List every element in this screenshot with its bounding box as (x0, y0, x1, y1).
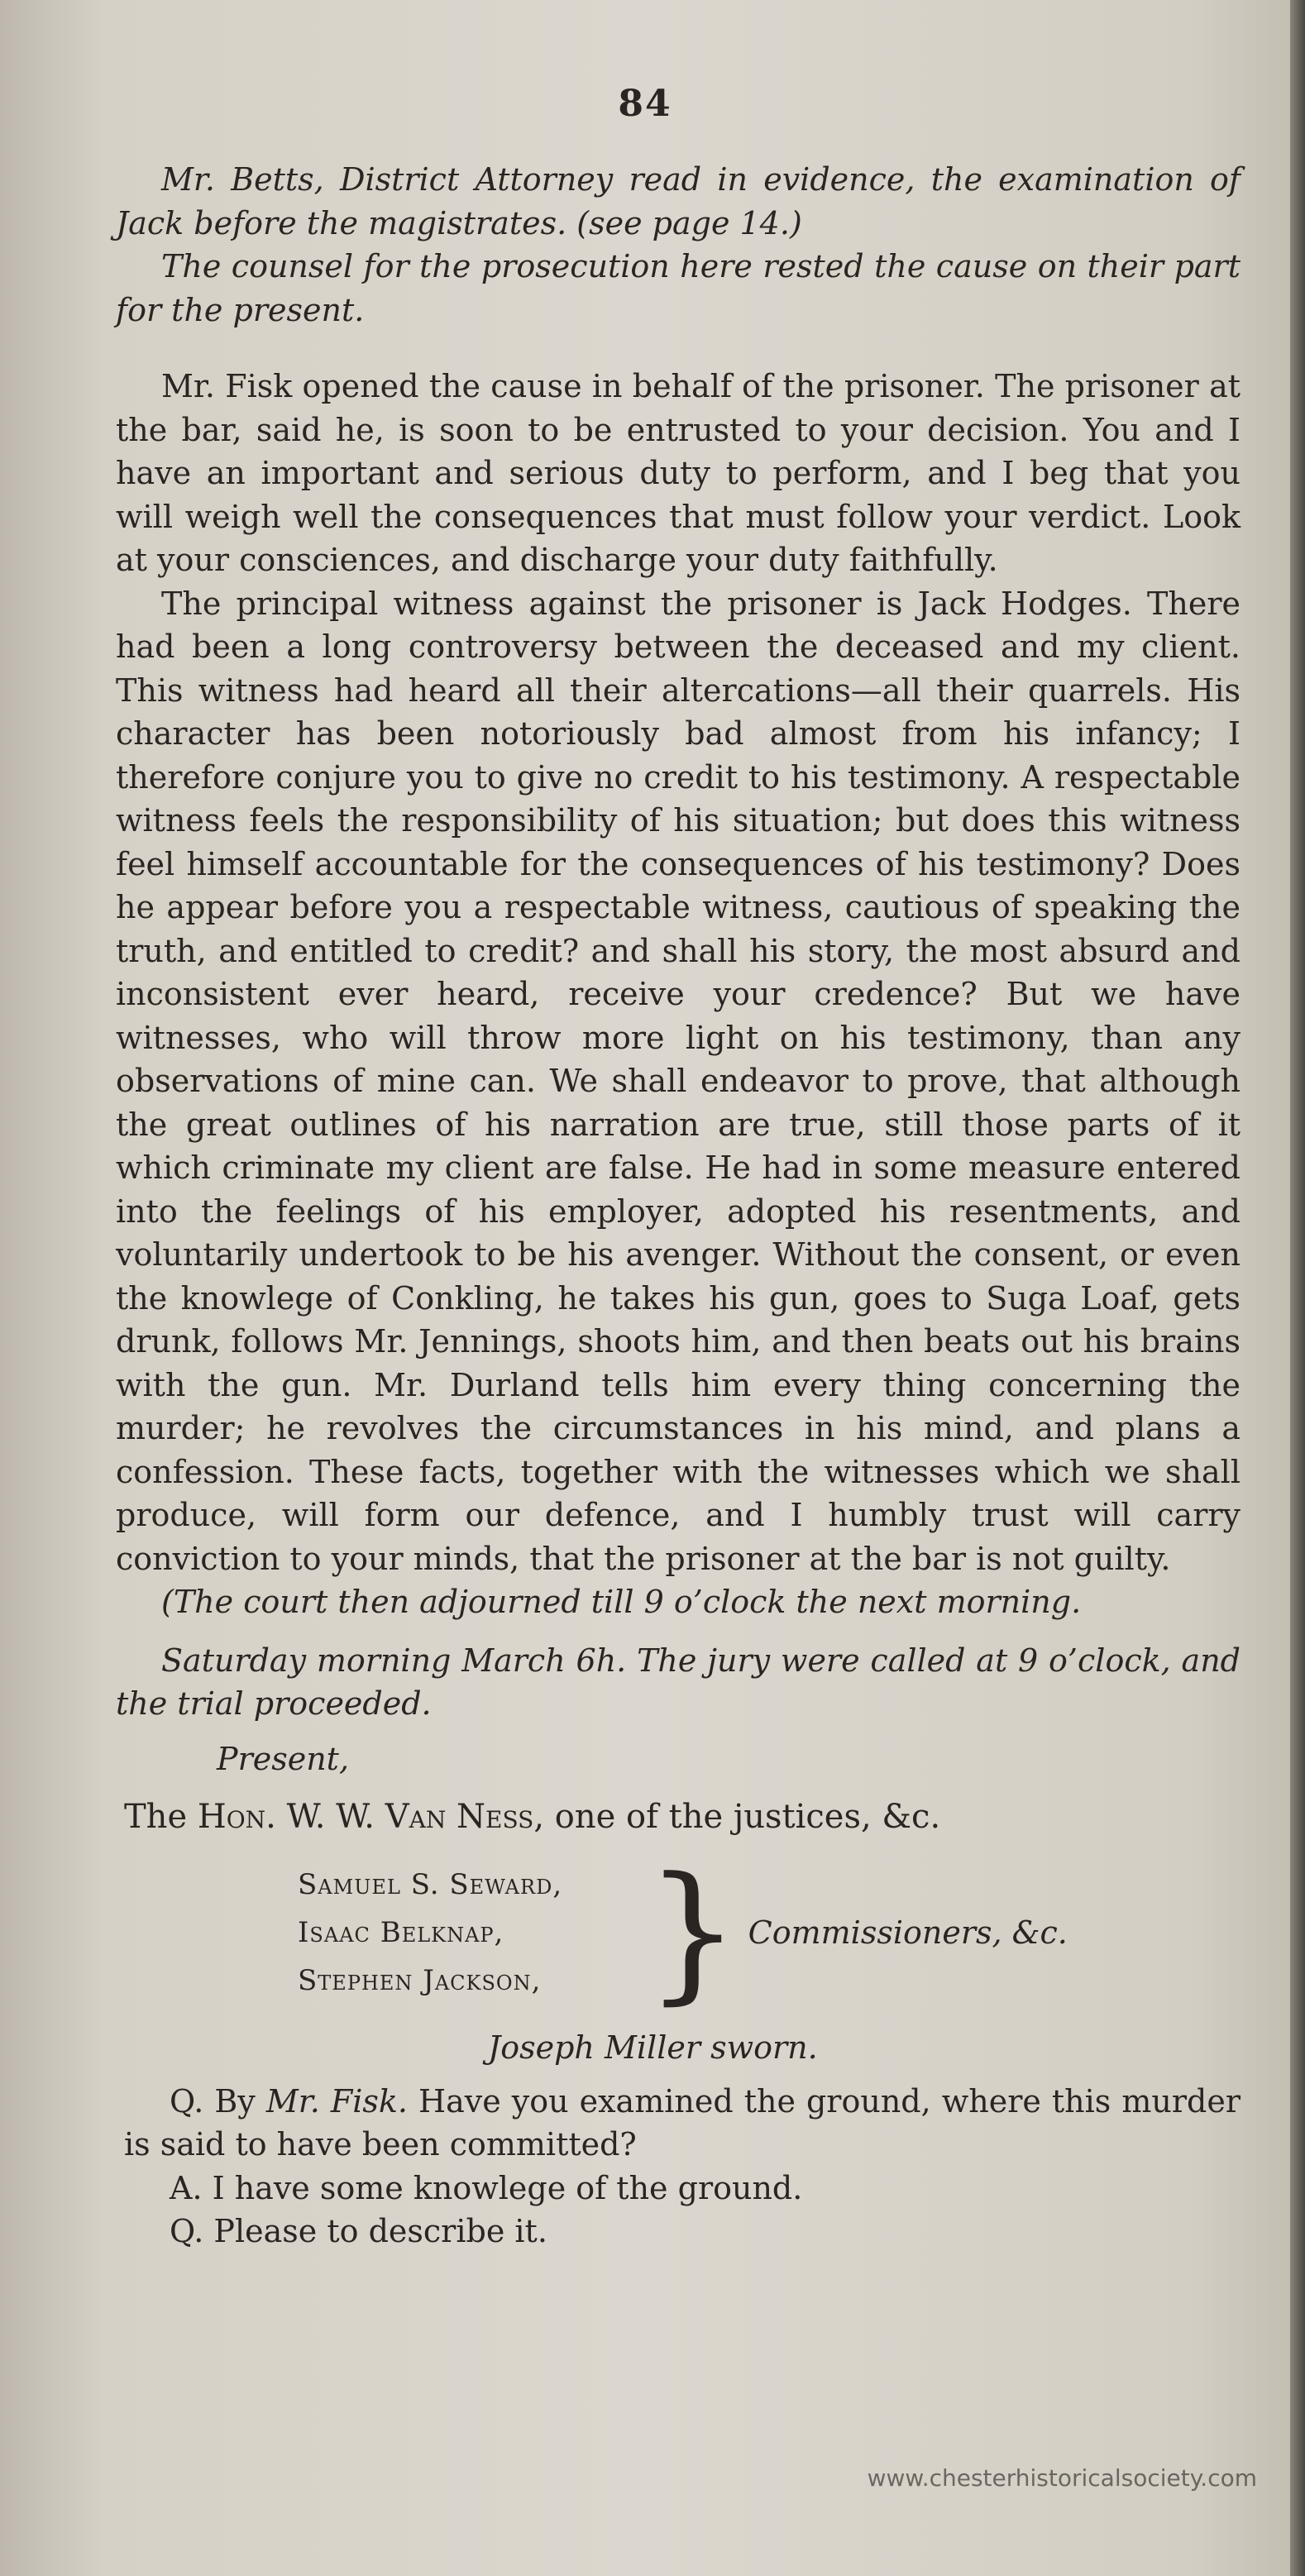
commissioners-label: Commissioners, &c. (748, 1914, 1068, 1951)
adjourned-note (116, 1580, 1240, 1624)
question (124, 2080, 1240, 2167)
saturday-note (116, 1639, 1240, 1726)
evidence-statement: Mr. Betts, District Attorney read in evidence, the examination of Jack before the magistrates. (see page 14.) (116, 161, 1240, 241)
commissioner-name: Stephen Jackson, (298, 1963, 542, 1997)
examination (124, 2080, 1240, 2253)
justice-line (124, 1792, 1240, 1842)
spacer (0, 1624, 1290, 1639)
page-edge (1290, 0, 1305, 2576)
defence-opening (116, 365, 1240, 1580)
spacer (0, 332, 1290, 365)
brace-glyph: } (645, 1845, 740, 2019)
prosecution-rested: The counsel for the prosecution here rested the cause on their part for the present. (116, 248, 1240, 328)
present-label: Present, (217, 1740, 350, 1777)
qa-examiner: Mr. Fisk. (265, 2082, 408, 2120)
saturday-text: Saturday morning March 6h. The jury were called at 9 o’clock, and the trial proceeded. (116, 1642, 1240, 1722)
qa-text: I have some knowlege of the ground. (212, 2169, 803, 2206)
adjourned-text: (The court then adjourned till 9 o’clock the next morning. (161, 1584, 1082, 1620)
answer (124, 2167, 1240, 2210)
watermark: www.chesterhistoricalsociety.com (867, 2464, 1257, 2492)
qa-prefix: Q. (170, 2213, 214, 2249)
commissioner-names (298, 1861, 562, 2005)
justice-suffix: , one of the justices, &c. (533, 1797, 941, 1836)
page-number: 84 (618, 83, 672, 125)
commissioner-name: Isaac Belknap, (298, 1915, 504, 1949)
question (124, 2210, 1240, 2253)
justice-prefix: The (124, 1797, 188, 1836)
paragraph: The principal witness against the prisoner is Jack Hodges. There had been a long controversy between the deceased and my client. This witness had heard all their altercations—all their quarrels. His character has been notoriously bad almost from his infancy; I therefore conjure you to give no credit to his testimony. A respectable witness feels the responsibility of his situation; but does this witness feel himself accountable for the consequences of his testimony? Does he appear before you a respectable witness, cautious of speaking the truth, and entitled to credit? and shall his story, the most absurd and inconsistent ever heard, receive your credence? But we have witnesses, who will throw more light on his testimony, than any observations of mine can. We shall endeavor to prove, that although the great outlines of his narration are true, still those parts of it which criminate my client are false. He had in some measure entered into the feelings of his employer, adopted his resentments, and voluntarily undertook to be his avenger. Without the consent, or even the knowlege of Conkling, he takes his gun, goes to Suga Loaf, gets drunk, follows Mr. Jennings, shoots him, and then beats out his brains with the gun. Mr. Durland tells him every thing concerning the murder; he revolves the circumstances in his mind, and plans a confession. These facts, together with the witnesses which we shall produce, will form our defence, and I humbly trust will carry conviction to your minds, that the prisoner at the bar is not guilty. (116, 585, 1240, 1577)
intro-section (116, 158, 1240, 332)
qa-prefix: Q. By (170, 2082, 266, 2120)
witness-sworn: Joseph Miller sworn. (488, 2029, 818, 2066)
qa-text: Please to describe it. (213, 2213, 547, 2249)
justice-name: Hon. W. W. Van Ness (197, 1797, 534, 1836)
qa-prefix: A. (170, 2169, 213, 2206)
commissioner-name: Samuel S. Seward, (298, 1867, 563, 1901)
paragraph: Mr. Fisk opened the cause in behalf of the prisoner. The prisoner at the bar, said he, is soon to be entrusted to your decision. You and I have an important and serious duty to perform, and I beg that you will weigh well the consequences that must follow your verdict. Look at your consciences, and discharge your duty faithfully. (116, 368, 1240, 578)
commissioners-block (298, 1845, 1290, 2019)
qa-text: Have you examined the ground, where this murder is said to have been committed? (124, 2082, 1240, 2163)
